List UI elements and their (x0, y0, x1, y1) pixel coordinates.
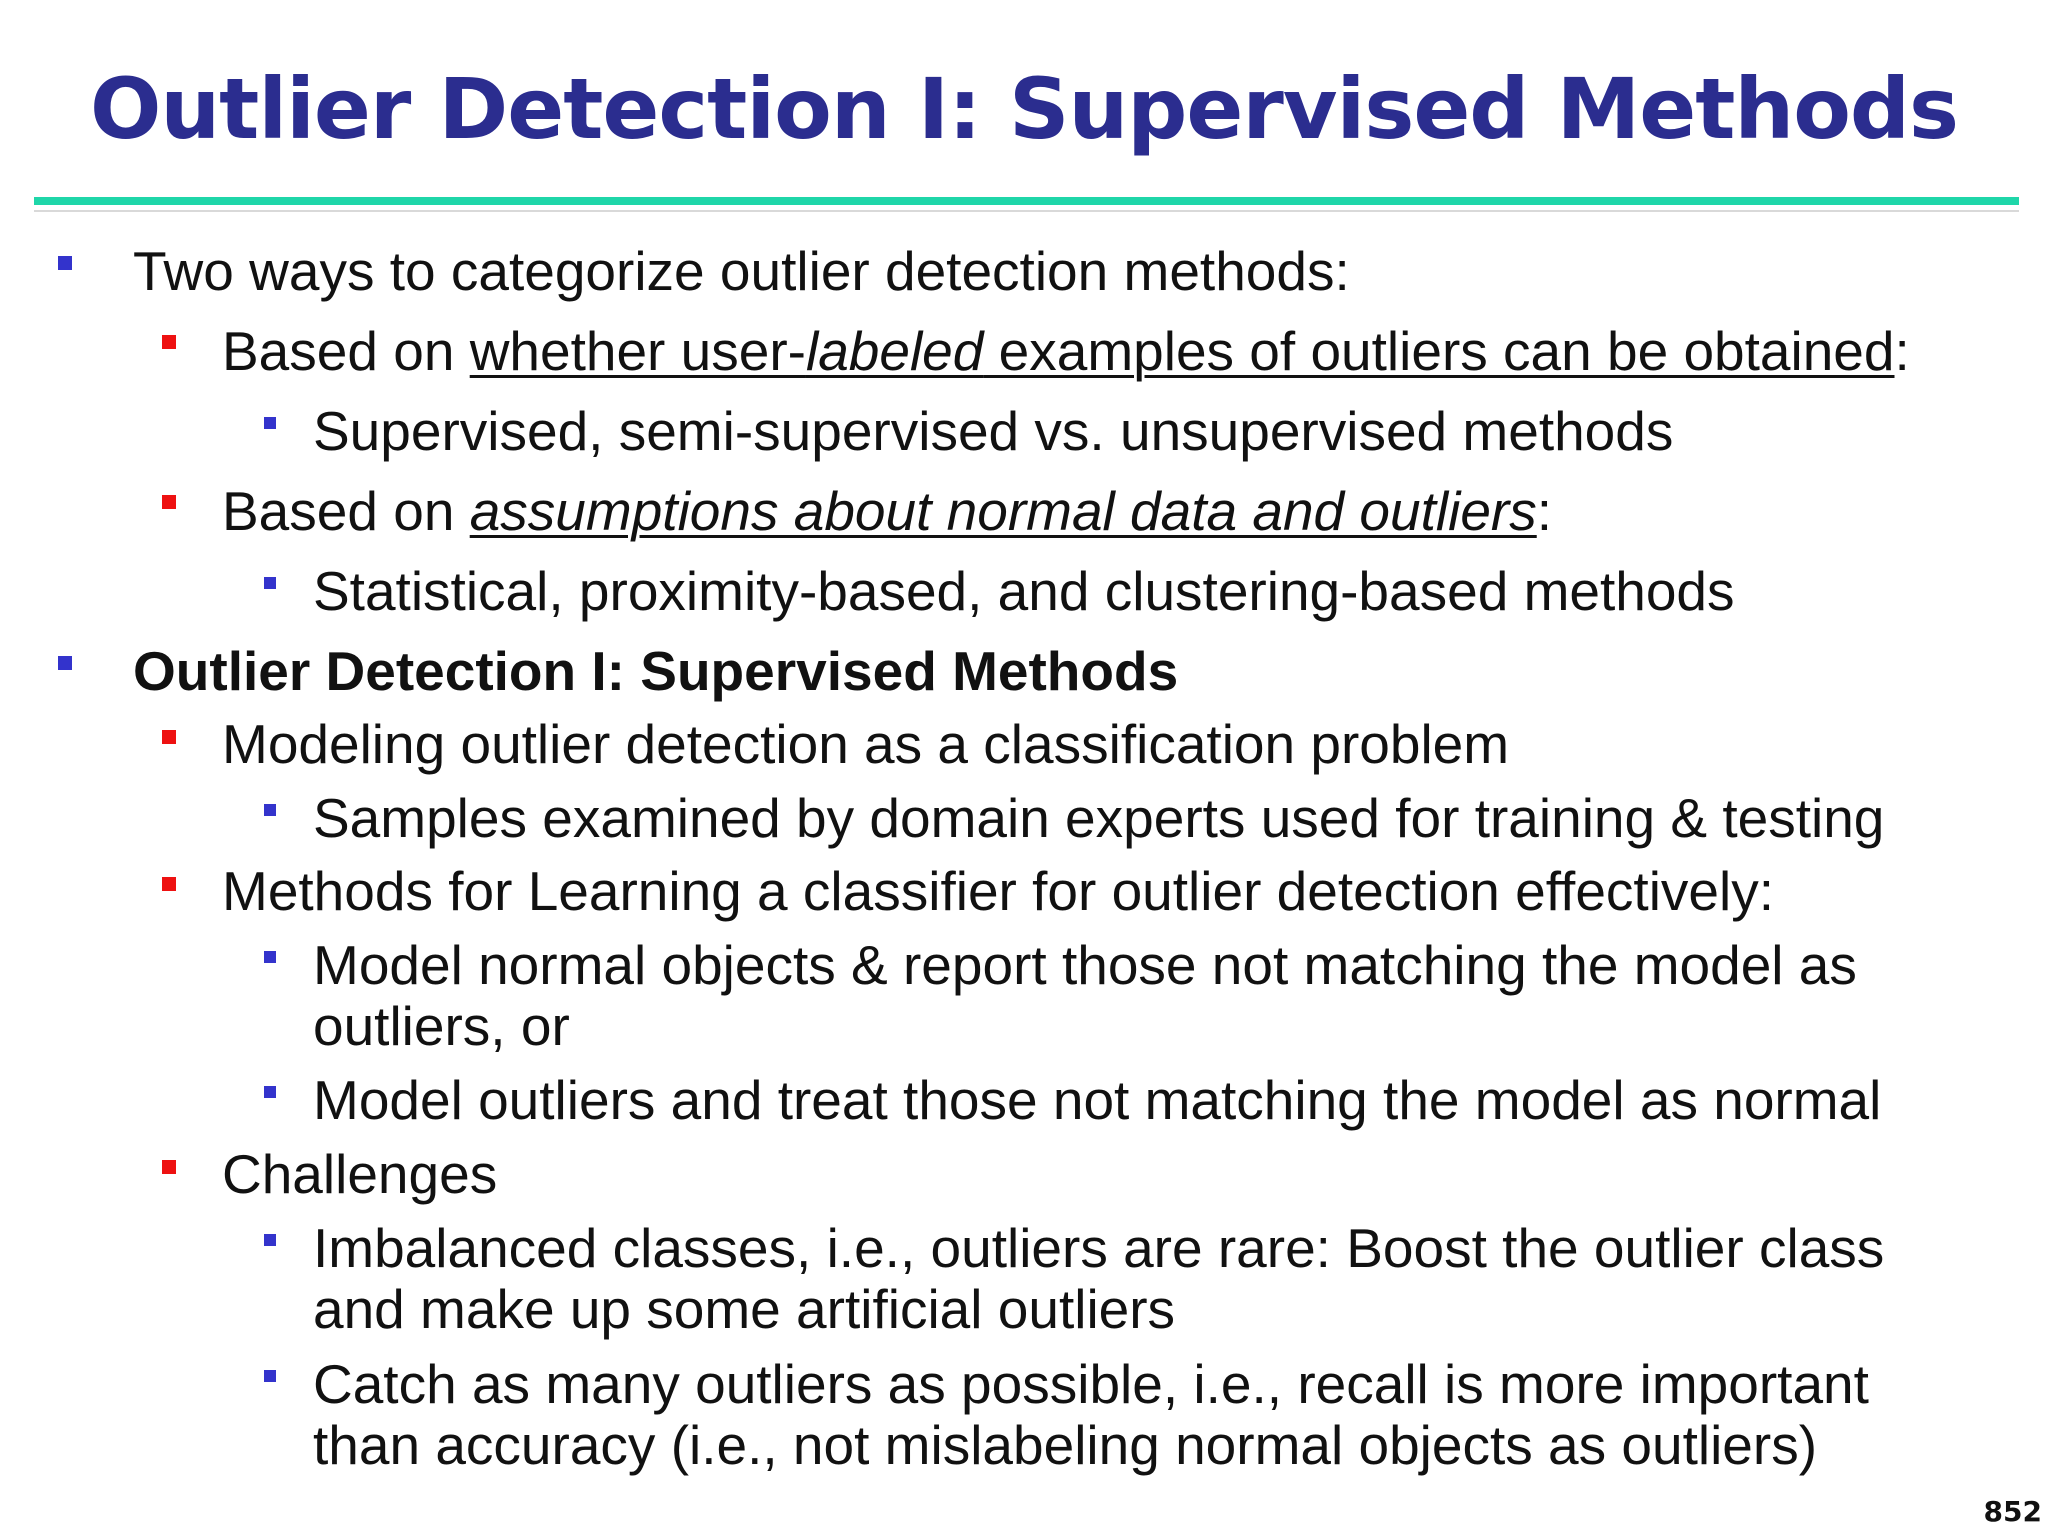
bullet-square-icon (58, 656, 72, 670)
bullet-square-icon (162, 495, 176, 509)
text-segment: examples of outliers can be obtained (983, 320, 1895, 382)
bullet-square-icon (264, 1234, 276, 1246)
text-segment: whether user- (469, 320, 806, 382)
title-divider-shadow (34, 210, 2019, 212)
bullet-square-icon (264, 1370, 276, 1382)
bullet-text-labeled-examples (222, 320, 1910, 382)
section-heading: Outlier Detection I: Supervised Methods (133, 640, 1179, 702)
bullet-text-assumptions (222, 480, 1552, 542)
slide-title: Outlier Detection I: Supervised Methods (89, 60, 1959, 158)
bullet-text: Modeling outlier detection as a classification problem (222, 713, 1510, 775)
bullet-square-icon (264, 1086, 276, 1098)
text-segment: Based on (222, 320, 470, 382)
bullet-square-icon (264, 804, 276, 816)
bullet-text-line: Imbalanced classes, i.e., outliers are rare: Boost the outlier class (313, 1217, 1885, 1279)
bullet-square-icon (162, 730, 176, 744)
bullet-square-icon (162, 1160, 176, 1174)
bullet-square-icon (264, 417, 276, 429)
bullet-text-line: Catch as many outliers as possible, i.e., recall is more important (313, 1353, 1869, 1415)
bullet-text-continuation: than accuracy (i.e., not mislabeling normal objects as outliers) (313, 1414, 1818, 1476)
bullet-square-icon (264, 577, 276, 589)
underlined-text (470, 320, 1895, 382)
bullet-square-icon (162, 335, 176, 349)
bullet-text-continuation: outliers, or (313, 995, 570, 1057)
text-segment: Based on (222, 480, 470, 542)
bullet-text: Methods for Learning a classifier for outlier detection effectively: (222, 860, 1775, 922)
bullet-text: Two ways to categorize outlier detection methods: (133, 240, 1350, 302)
page-number: 852 (1983, 1495, 2042, 1528)
title-divider (34, 197, 2019, 205)
bullet-text: Statistical, proximity-based, and clustering-based methods (313, 560, 1735, 622)
bullet-text-line: Model normal objects & report those not matching the model as (313, 934, 1857, 996)
text-segment: : (1536, 480, 1553, 542)
bullet-square-icon (58, 256, 72, 270)
bullet-square-icon (162, 877, 176, 891)
text-segment: : (1894, 320, 1910, 382)
bullet-text-continuation: and make up some artificial outliers (313, 1278, 1176, 1340)
bullet-square-icon (264, 951, 276, 963)
bullet-text: Challenges (222, 1143, 498, 1205)
bullet-text: Samples examined by domain experts used for training & testing (313, 787, 1885, 849)
bullet-text: Model outliers and treat those not matching the model as normal (313, 1069, 1882, 1131)
italic-text: labeled (805, 320, 984, 382)
bullet-text: Supervised, semi-supervised vs. unsupervised methods (313, 400, 1674, 462)
underlined-italic-text: assumptions about normal data and outliers (469, 480, 1537, 542)
